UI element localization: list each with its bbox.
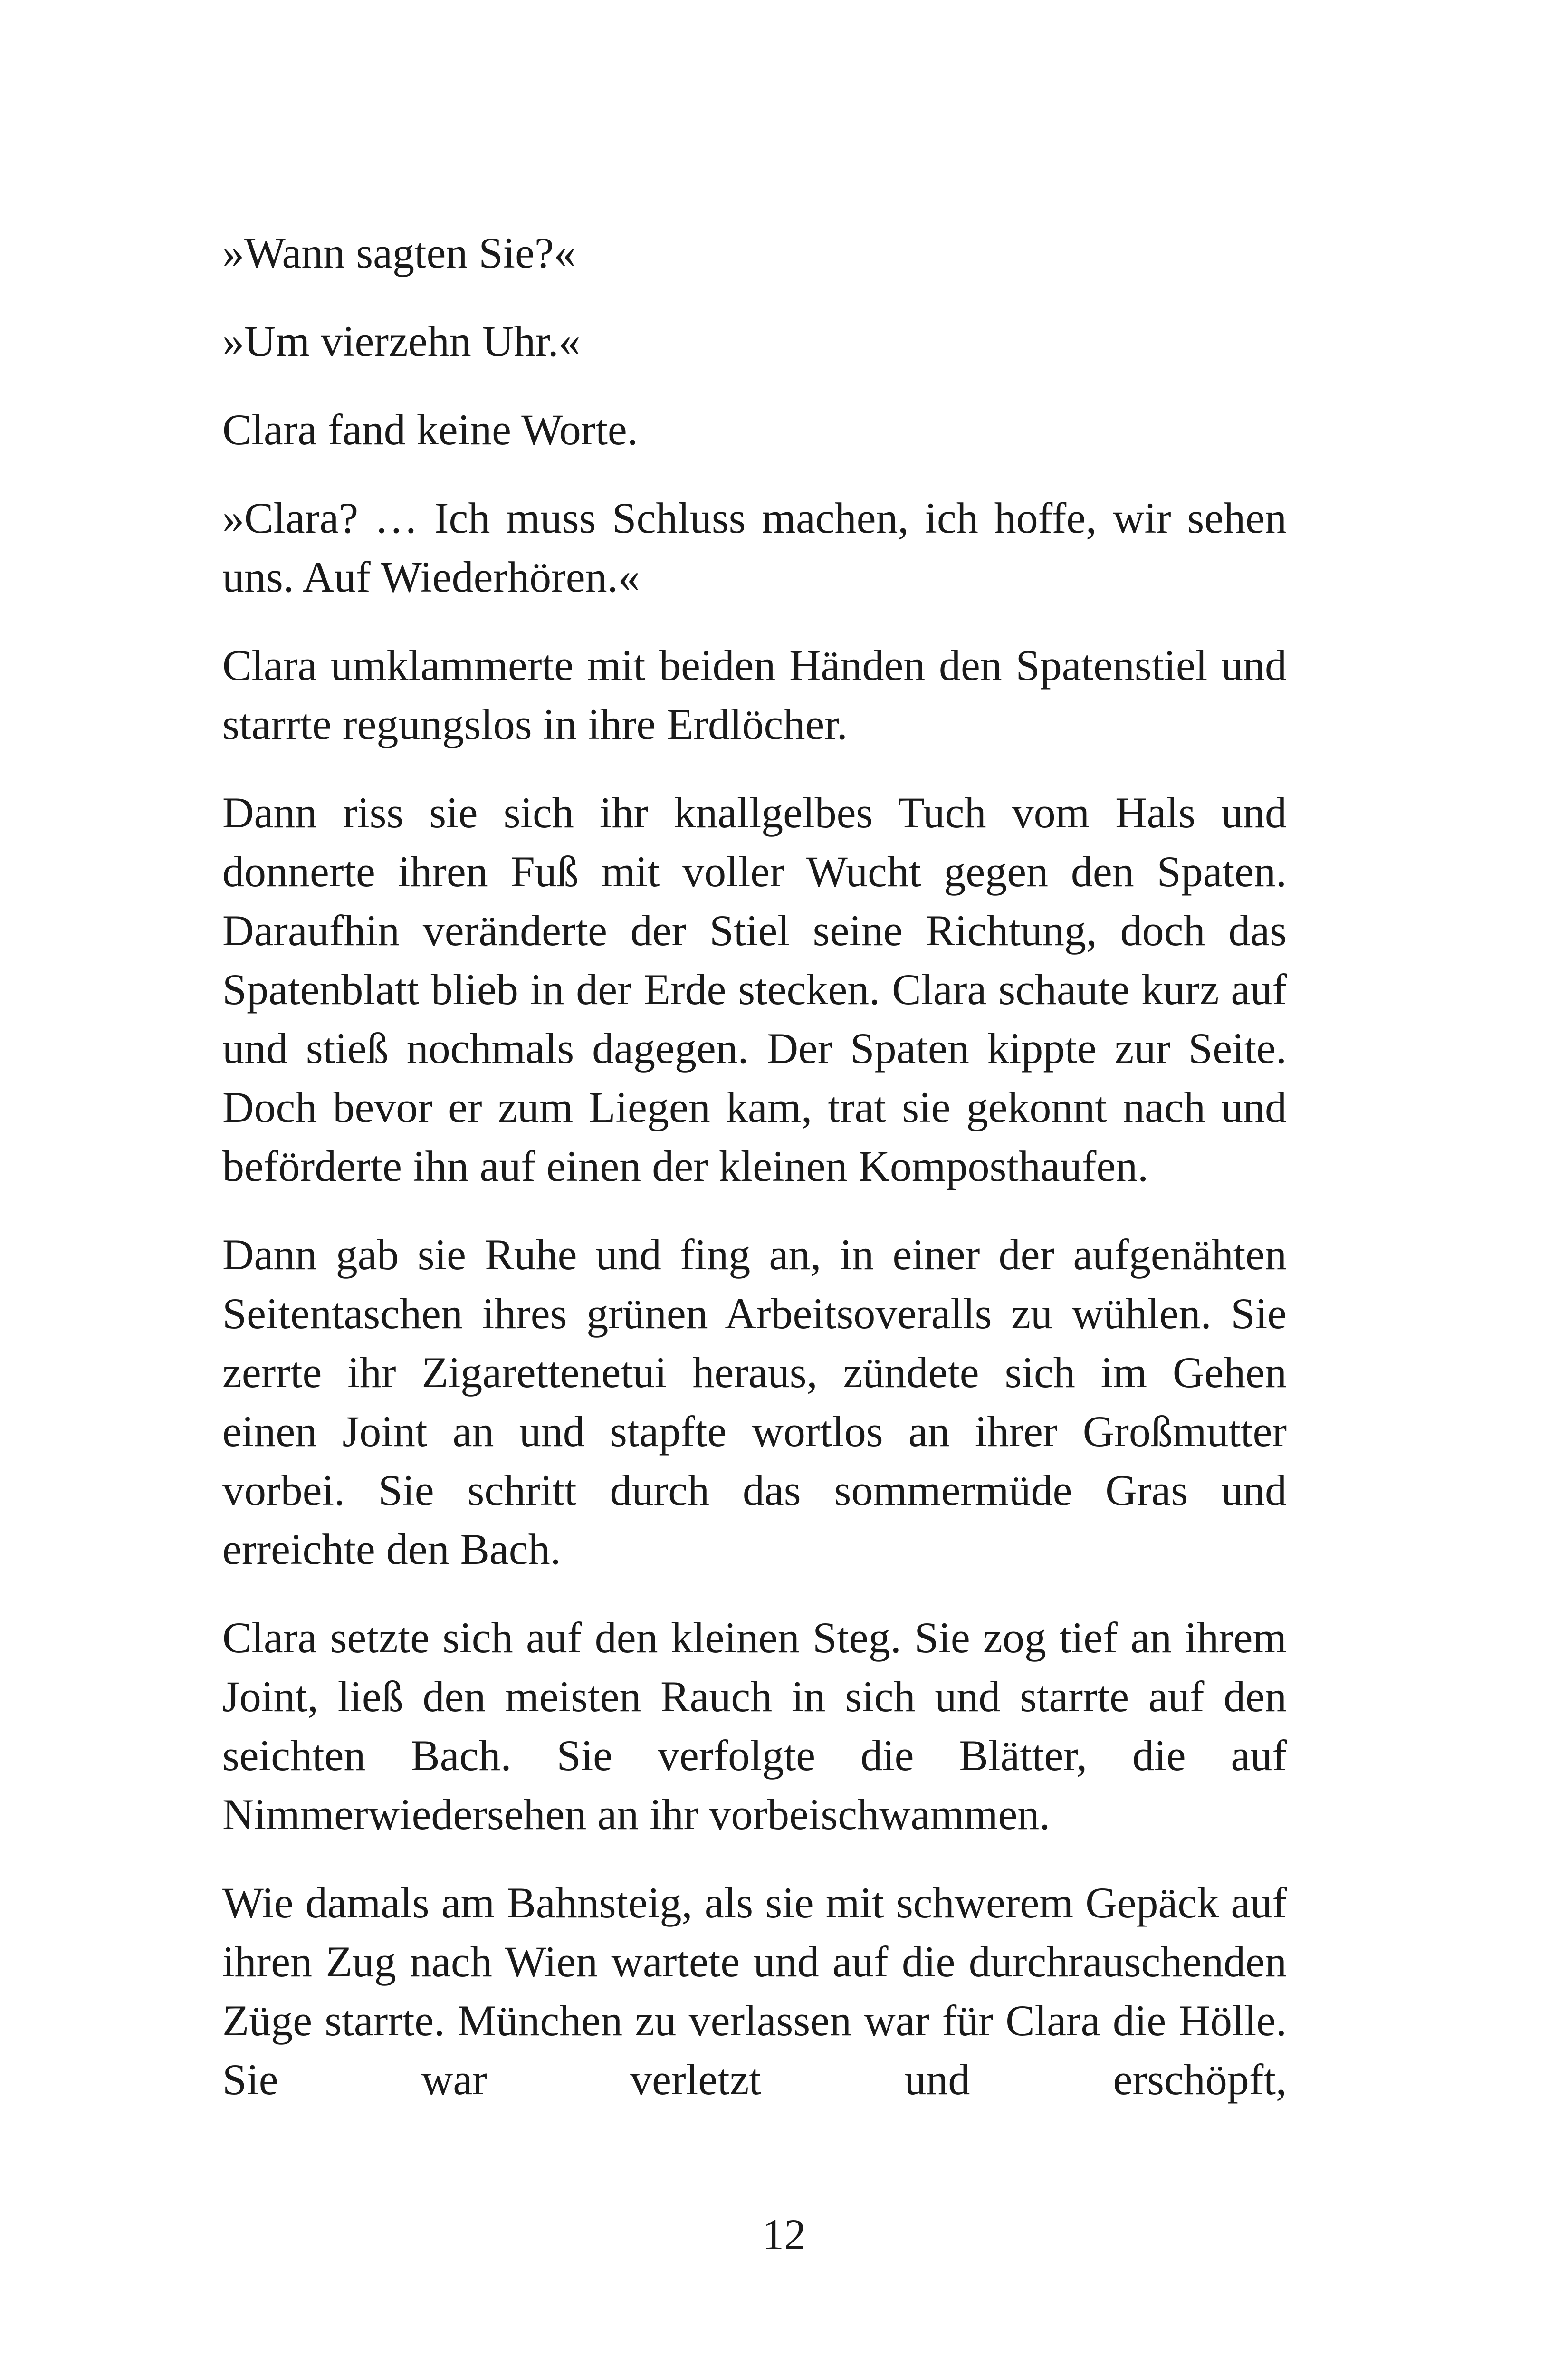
paragraph-4: »Clara? … Ich muss Schluss machen, ich hoffe, wir sehen uns. Auf Wiederhören.« [222,494,1287,601]
body-text [222,223,1287,2138]
paragraph-5: Clara umklammerte mit beiden Händen den Spatenstiel und starrte regungslos in ihre Erdlöcher. [222,641,1287,748]
paragraph-3: Clara fand keine Worte. [222,405,638,454]
paragraph-9: Wie damals am Bahnsteig, als sie mit schwerem Gepäck auf ihren Zug nach Wien wartete und auf die durchrauschenden Züge starrte. München zu verlassen war für Clara die Hölle. Sie war verletzt und erschöpft, [222,1878,1287,2104]
paragraph-2: »Um vierzehn Uhr.« [222,317,581,365]
paragraph-7: Dann gab sie Ruhe und fing an, in einer der aufgenähten Seitentaschen ihres grünen Arbeitsoveralls zu wühlen. Sie zerrte ihr Zigarettenetui heraus, zündete sich im Gehen einen Joint an und stapfte wortlos an ihrer Großmutter vorbei. Sie schritt durch das sommermüde Gras und erreichte den Bach. [222,1230,1287,1573]
paragraph-1: »Wann sagten Sie?« [222,229,576,277]
paragraph-8: Clara setzte sich auf den kleinen Steg. Sie zog tief an ihrem Joint, ließ den meisten Rauch in sich und starrte auf den seichten Bach. Sie verfolgte die Blätter, die auf Nimmerwiedersehen an ihr vorbeischwammen. [222,1613,1287,1839]
page-number: 12 [762,2210,806,2259]
paragraph-6: Dann riss sie sich ihr knallgelbes Tuch vom Hals und donnerte ihren Fuß mit voller Wucht gegen den Spaten. Daraufhin veränderte der Stiel seine Richtung, doch das Spatenblatt blieb in der Erde stecken. Clara schaute kurz auf und stieß nochmals dagegen. Der Spaten kippte zur Seite. Doch bevor er zum Liegen kam, trat sie gekonnt nach und beförderte ihn auf einen der kleinen Komposthaufen. [222,788,1287,1190]
